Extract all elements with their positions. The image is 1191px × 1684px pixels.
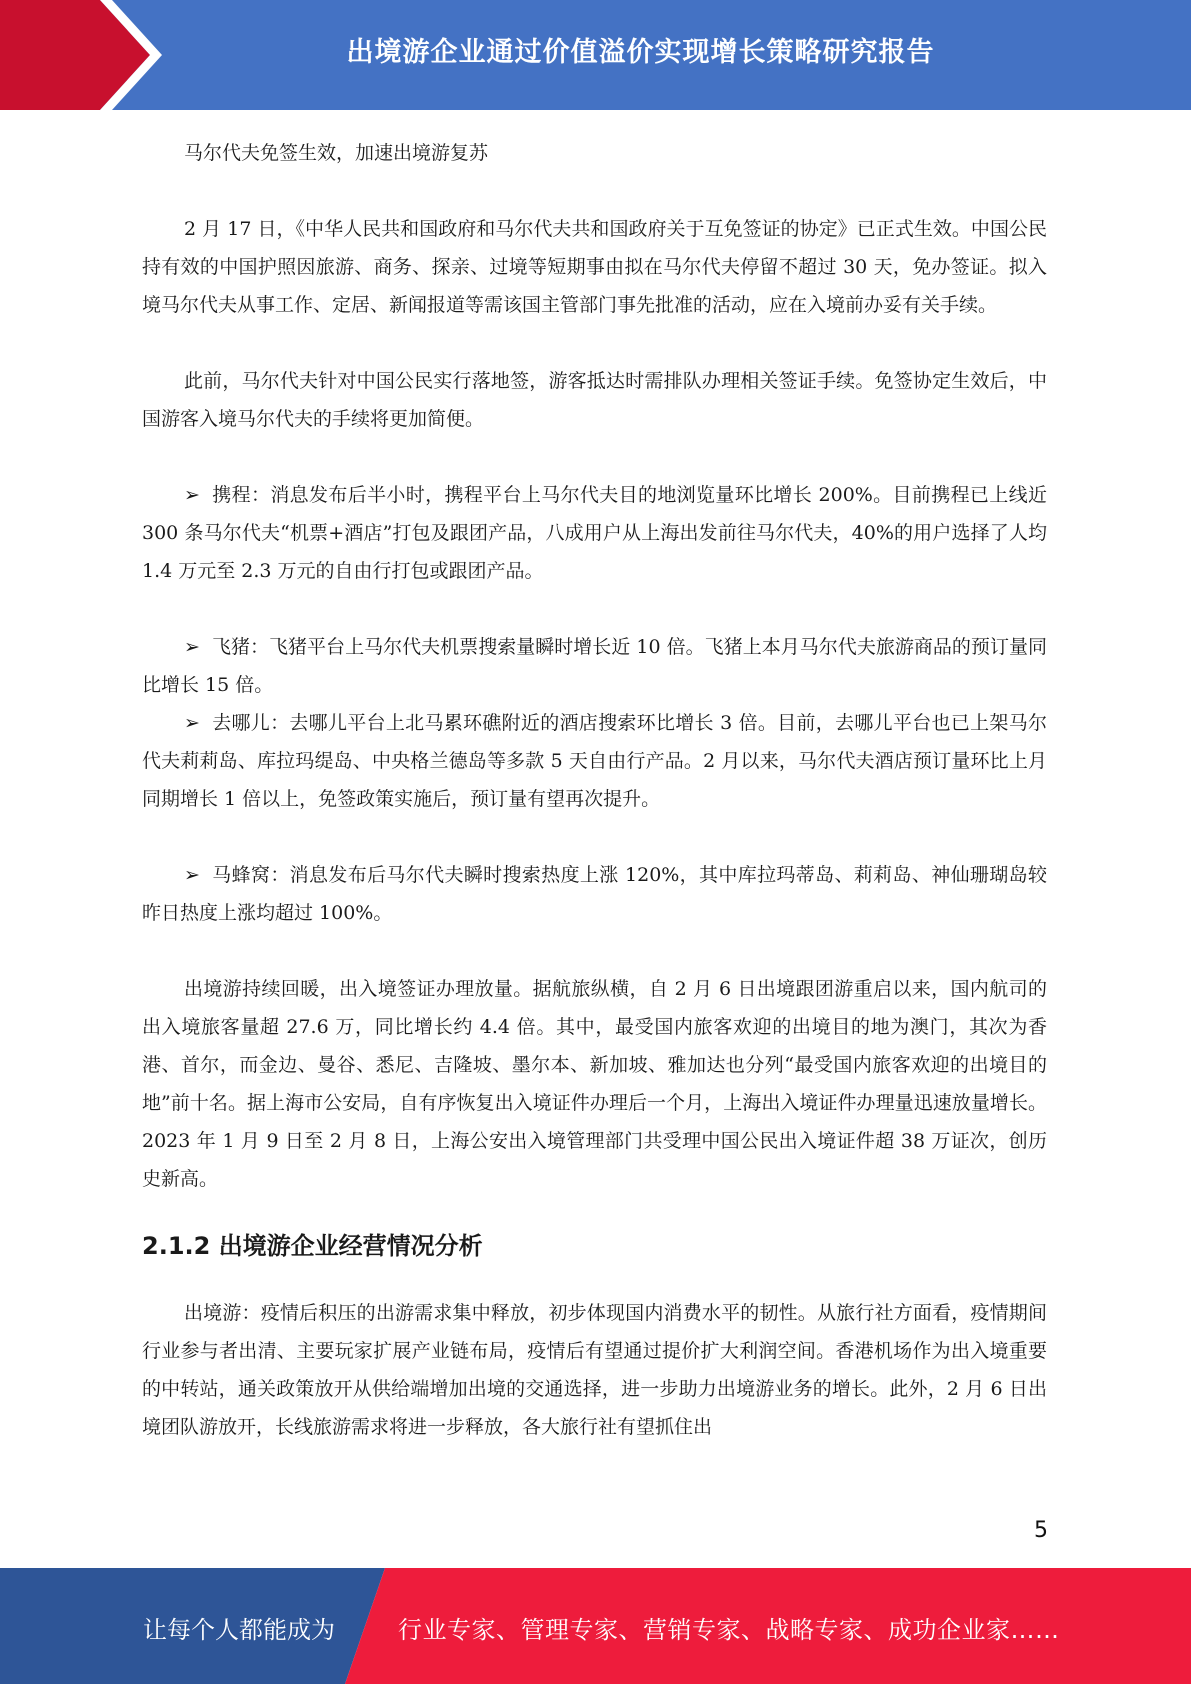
page-header — [0, 0, 1191, 110]
bullet-arrow-icon: ➢ — [184, 636, 200, 658]
bullet-ctrip-text: 携程：消息发布后半小时，携程平台上马尔代夫目的地浏览量环比增长 200%。目前携程已上线近 300 条马尔代夫“机票+酒店”打包及跟团产品，八成用户从上海出发前往马尔代夫，40%的用户选择了人均 1.4 万元至 2.3 万元的自由行打包或跟团产品。 — [142, 484, 1047, 582]
bullet-arrow-icon: ➢ — [184, 484, 200, 506]
page-footer — [0, 1568, 1191, 1684]
section-heading: 2.1.2 出境游企业经营情况分析 — [142, 1232, 483, 1260]
bullet-qunar — [142, 704, 1047, 818]
paragraph-business-analysis: 出境游：疫情后积压的出游需求集中释放，初步体现国内消费水平的韧性。从旅行社方面看，疫情期间行业参与者出清、主要玩家扩展产业链布局，疫情后有望通过提价扩大利润空间。香港机场作为出入境重要的中转站，通关政策放开从供给端增加出境的交通选择，进一步助力出境游业务的增长。此外，2 月 6 日出境团队游放开，长线旅游需求将进一步释放，各大旅行社有望抓住出 — [142, 1302, 1047, 1438]
bullet-fliggy — [142, 628, 1047, 704]
paragraph-outbound-recovery: 出境游持续回暖，出入境签证办理放量。据航旅纵横，自 2 月 6 日出境跟团游重启以来，国内航司的出入境旅客量超 27.6 万，同比增长约 4.4 倍。其中，最受国内旅客欢迎的出境目的地为澳门，其次为香港、首尔，而金边、曼谷、悉尼、吉隆坡、墨尔本、新加坡、雅加达也分列“最受国内旅客欢迎的出境目的地”前十名。据上海市公安局，自有序恢复出入境证件办理后一个月，上海出入境证件办理量迅速放量增长。2023 年 1 月 9 日至 2 月 8 日，上海公安出入境管理部门共受理中国公民出入境证件超 38 万证次，创历史新高。 — [142, 978, 1047, 1190]
page-number: 5 — [1034, 1518, 1048, 1543]
report-title: 出境游企业通过价值溢价实现增长策略研究报告 — [346, 37, 935, 68]
bullet-qunar-text: 去哪儿：去哪儿平台上北马累环礁附近的酒店搜索环比增长 3 倍。目前，去哪儿平台也已上架马尔代夫莉莉岛、库拉玛缇岛、中央格兰德岛等多款 5 天自由行产品。2 月以来，马尔代夫酒店预订量环比上月同期增长 1 倍以上，免签政策实施后，预订量有望再次提升。 — [142, 712, 1047, 810]
bullet-mafengwo-text: 马蜂窝：消息发布后马尔代夫瞬时搜索热度上涨 120%，其中库拉玛蒂岛、莉莉岛、神仙珊瑚岛较昨日热度上涨均超过 100%。 — [142, 864, 1047, 924]
paragraph-visa-agreement: 2 月 17 日，《中华人民共和国政府和马尔代夫共和国政府关于互免签证的协定》已正式生效。中国公民持有效的中国护照因旅游、商务、探亲、过境等短期事由拟在马尔代夫停留不超过 30 天，免办签证。拟入境马尔代夫从事工作、定居、新闻报道等需该国主管部门事先批准的活动，应在入境前办妥有关手续。 — [142, 218, 1047, 316]
paragraph-intro: 马尔代夫免签生效，加速出境游复苏 — [184, 142, 489, 164]
bullet-ctrip — [142, 476, 1047, 590]
paragraph-previous-policy: 此前，马尔代夫针对中国公民实行落地签，游客抵达时需排队办理相关签证手续。免签协定生效后，中国游客入境马尔代夫的手续将更加简便。 — [142, 370, 1047, 430]
footer-slogan-right: 行业专家、管理专家、营销专家、战略专家、成功企业家…… — [398, 1616, 1060, 1644]
footer-slogan-left: 让每个人都能成为 — [143, 1616, 335, 1644]
main-content — [142, 134, 1047, 1446]
bullet-fliggy-text: 飞猪：飞猪平台上马尔代夫机票搜索量瞬时增长近 10 倍。飞猪上本月马尔代夫旅游商品的预订量同比增长 15 倍。 — [142, 636, 1047, 696]
bullet-arrow-icon: ➢ — [184, 712, 200, 734]
bullet-arrow-icon: ➢ — [184, 864, 200, 886]
bullet-mafengwo — [142, 856, 1047, 932]
